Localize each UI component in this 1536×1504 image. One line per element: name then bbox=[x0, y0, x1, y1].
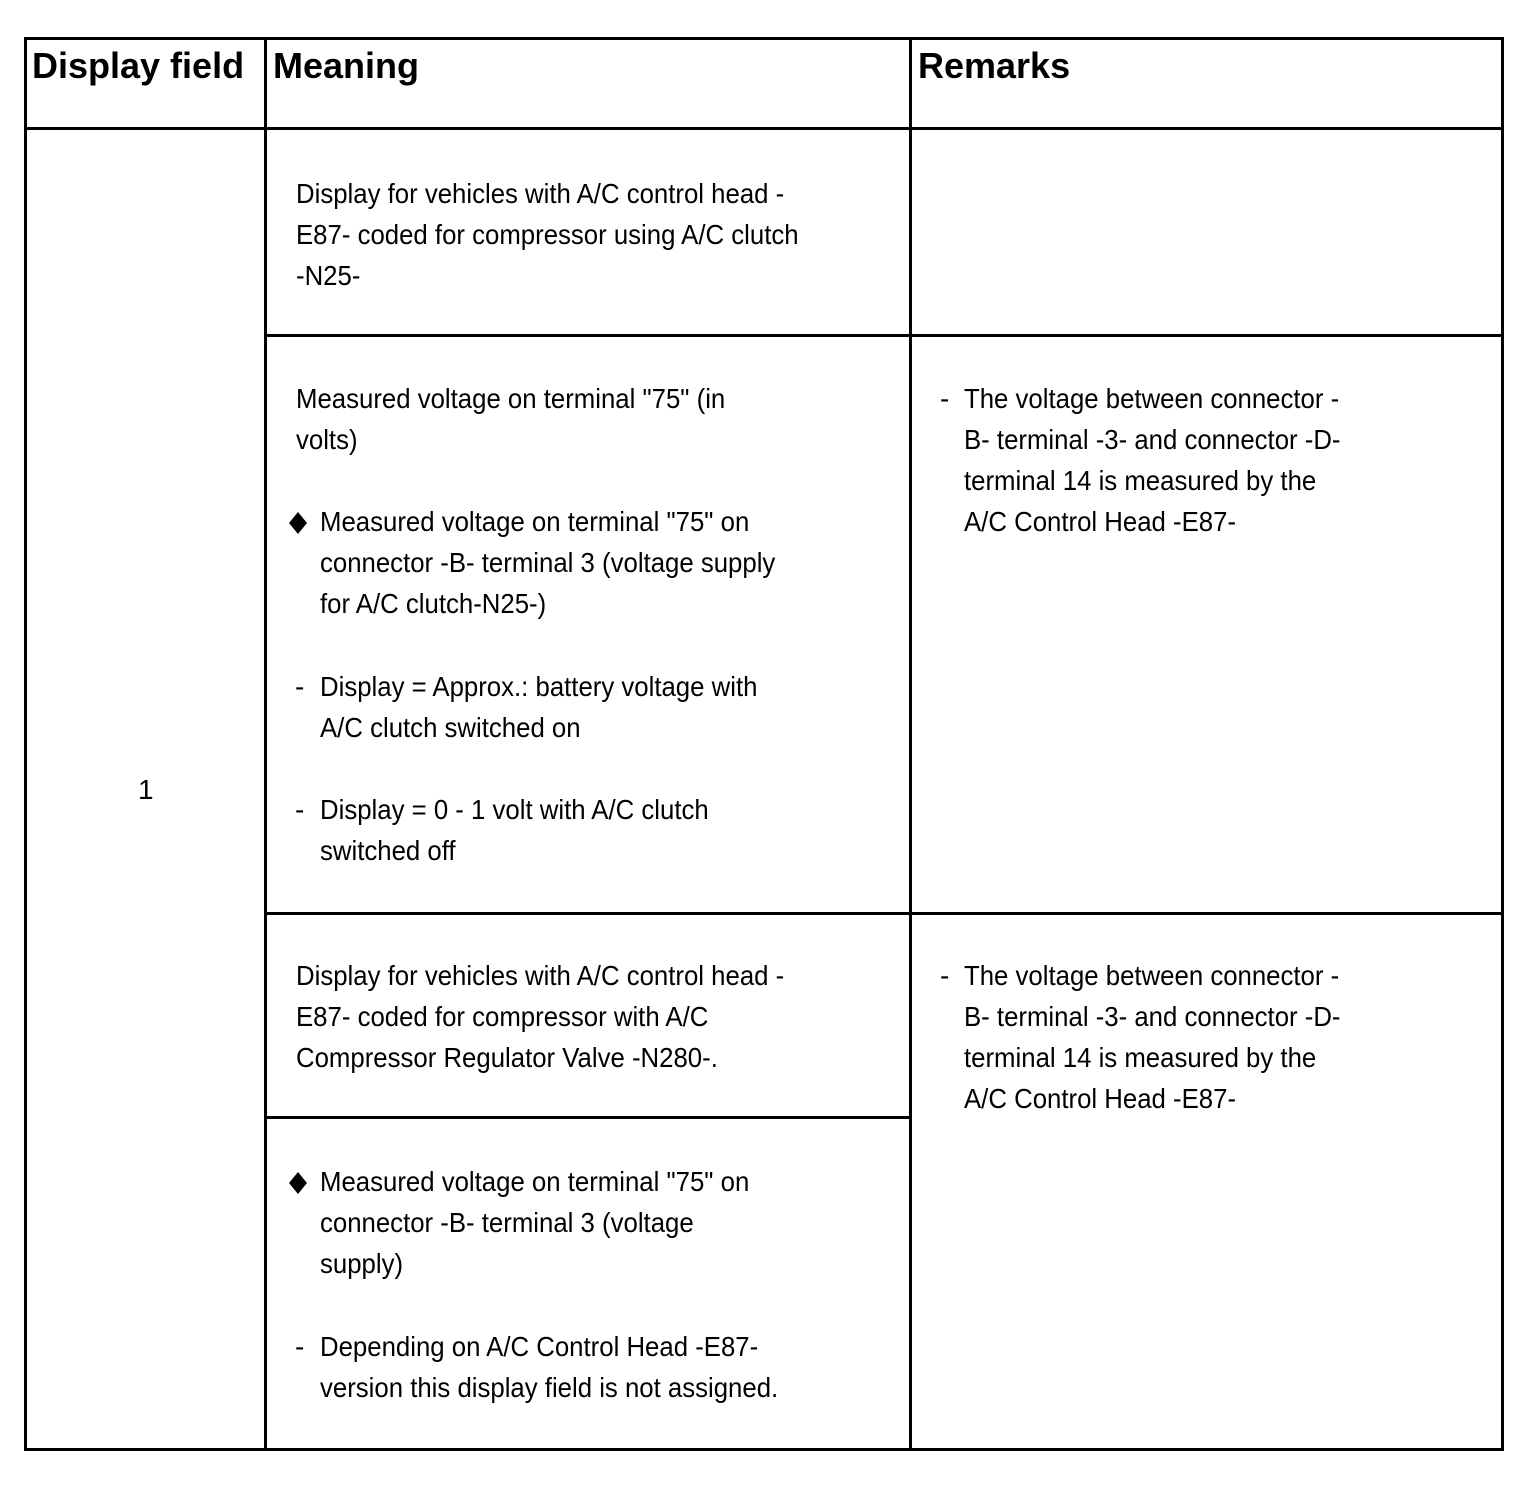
text-line: The voltage between connector - bbox=[964, 960, 1340, 991]
text-line: B- terminal -3- and connector -D- bbox=[964, 1001, 1341, 1032]
row2-dash1 bbox=[320, 666, 757, 748]
dash-bullet: - bbox=[295, 794, 305, 825]
header-display-field: Display field bbox=[32, 45, 245, 86]
text-line: E87- coded for compressor with A/C bbox=[296, 1001, 709, 1032]
dash-bullet: - bbox=[295, 671, 305, 702]
text-line: connector -B- terminal 3 (voltage supply bbox=[320, 547, 776, 578]
text-line: A/C clutch switched on bbox=[320, 712, 581, 743]
text-line: Compressor Regulator Valve -N280-. bbox=[296, 1042, 718, 1073]
row4-dash bbox=[320, 1326, 778, 1408]
row2-dash2 bbox=[320, 789, 709, 871]
row4-bullet bbox=[320, 1161, 749, 1284]
header-divider bbox=[24, 127, 1504, 130]
row2-bullet bbox=[320, 501, 775, 624]
display-field-number: 1 bbox=[138, 774, 154, 805]
dash-bullet: - bbox=[295, 1331, 305, 1362]
row2-remarks bbox=[964, 378, 1341, 542]
row-divider-2 bbox=[264, 912, 1504, 915]
text-line: E87- coded for compressor using A/C clutch bbox=[296, 219, 799, 250]
text-line: -N25- bbox=[296, 260, 361, 291]
text-line: The voltage between connector - bbox=[964, 383, 1340, 414]
text-line: terminal 14 is measured by the bbox=[964, 1042, 1317, 1073]
text-line: switched off bbox=[320, 835, 456, 866]
text-line: A/C Control Head -E87- bbox=[964, 1083, 1237, 1114]
text-line: Measured voltage on terminal "75" on bbox=[320, 506, 750, 537]
column-divider-2 bbox=[909, 37, 912, 1451]
column-divider-1 bbox=[264, 37, 267, 1451]
text-line: Display = 0 - 1 volt with A/C clutch bbox=[320, 794, 709, 825]
text-line: volts) bbox=[296, 424, 358, 455]
header-meaning: Meaning bbox=[273, 45, 420, 86]
text-line: Measured voltage on terminal "75" on bbox=[320, 1166, 750, 1197]
text-line: Depending on A/C Control Head -E87- bbox=[320, 1331, 759, 1362]
row-divider-3 bbox=[264, 1116, 912, 1119]
text-line: supply) bbox=[320, 1248, 404, 1279]
row2-intro bbox=[296, 378, 725, 460]
dash-bullet: - bbox=[940, 960, 950, 991]
row1-meaning bbox=[296, 173, 799, 296]
text-line: connector -B- terminal 3 (voltage bbox=[320, 1207, 694, 1238]
text-line: terminal 14 is measured by the bbox=[964, 465, 1317, 496]
text-line: Display for vehicles with A/C control head - bbox=[296, 960, 785, 991]
text-line: for A/C clutch-N25-) bbox=[320, 588, 547, 619]
text-line: Display = Approx.: battery voltage with bbox=[320, 671, 758, 702]
header-remarks: Remarks bbox=[918, 45, 1071, 86]
text-line: Display for vehicles with A/C control head - bbox=[296, 178, 785, 209]
dash-bullet: - bbox=[940, 383, 950, 414]
text-line: A/C Control Head -E87- bbox=[964, 506, 1237, 537]
text-line: Measured voltage on terminal "75" (in bbox=[296, 383, 726, 414]
row-divider-1 bbox=[264, 334, 1504, 337]
row3-remarks bbox=[964, 955, 1341, 1119]
text-line: B- terminal -3- and connector -D- bbox=[964, 424, 1341, 455]
row3-meaning bbox=[296, 955, 784, 1078]
text-line: version this display field is not assigned. bbox=[320, 1372, 779, 1403]
